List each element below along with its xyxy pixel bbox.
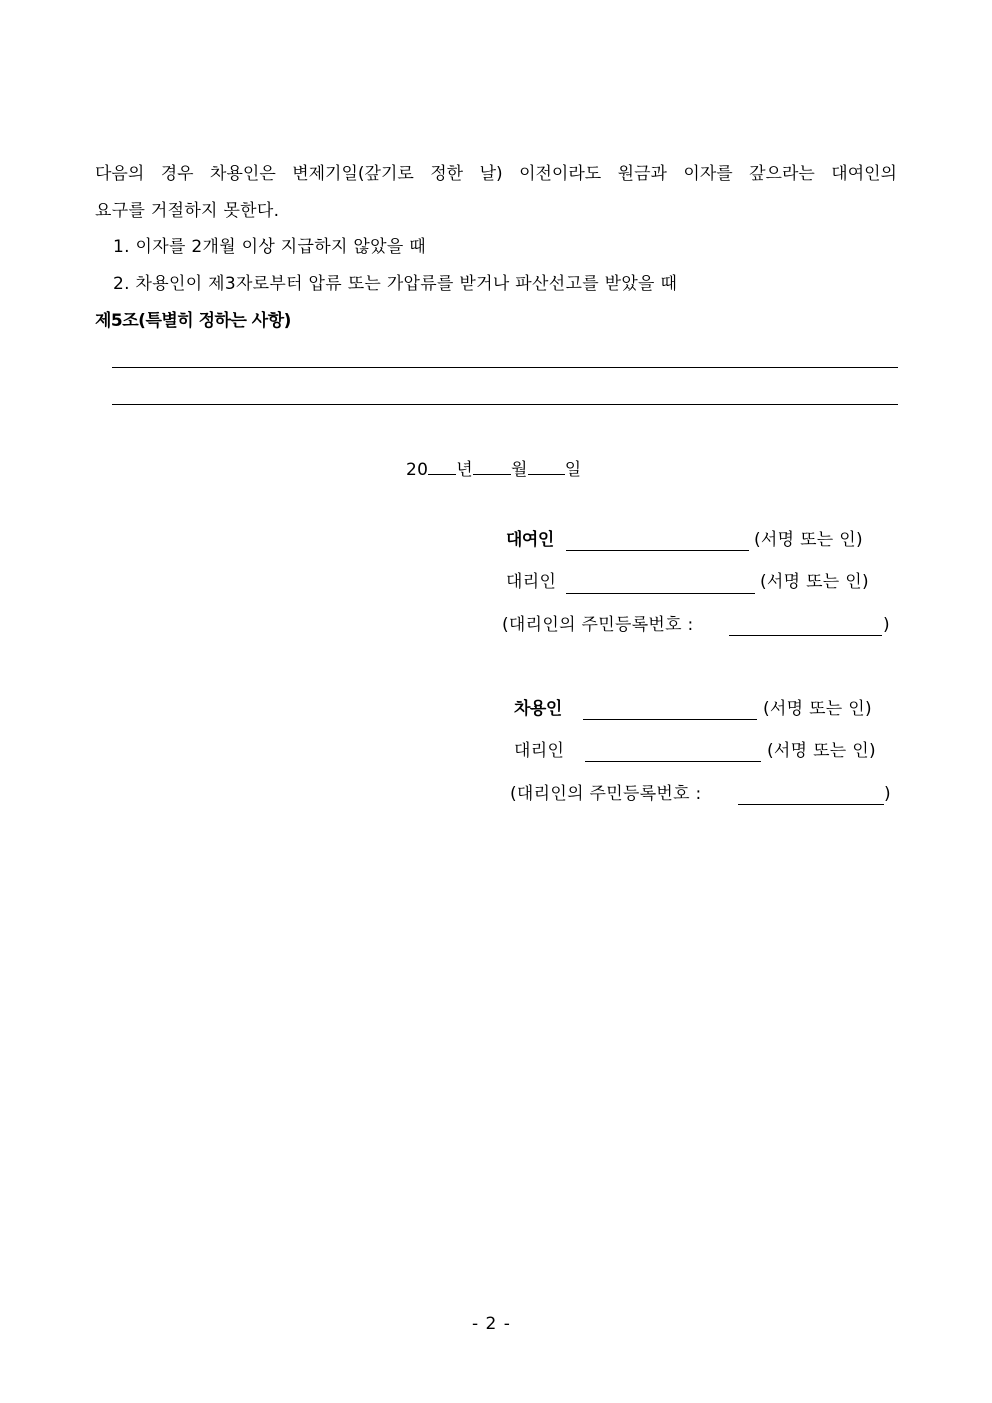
date-year-label: 년 <box>456 460 473 480</box>
date-year-prefix: 20 <box>406 460 429 480</box>
lender-agent-label: 대리인 <box>506 572 557 592</box>
contract-date <box>406 458 581 480</box>
borrower-label: 차용인 <box>514 699 562 719</box>
intro-word: 날) <box>479 164 503 184</box>
special-terms-line-1[interactable] <box>112 367 898 368</box>
intro-word: 원금과 <box>617 164 667 184</box>
clause4-intro-line2: 요구를 거절하지 못한다. <box>95 201 280 221</box>
page-number: - 2 - <box>472 1314 511 1334</box>
intro-word: 대여인의 <box>831 164 897 184</box>
lender-agent-signature-line[interactable] <box>566 593 755 594</box>
date-month-blank[interactable] <box>473 458 511 475</box>
intro-word: 갚으라는 <box>749 164 815 184</box>
borrower-agent-id-label: (대리인의 주민등록번호 : <box>510 784 702 804</box>
borrower-agent-label: 대리인 <box>514 741 565 761</box>
lender-signature-line[interactable] <box>566 550 749 551</box>
clause4-item-2: 2. 차용인이 제3자로부터 압류 또는 가압류를 받거나 파산선고를 받았을 때 <box>113 274 678 294</box>
intro-word: 변제기일(갚기로 <box>292 164 414 184</box>
intro-word: 차용인은 <box>210 164 276 184</box>
intro-word: 이전이라도 <box>519 164 602 184</box>
date-day-label: 일 <box>564 460 582 480</box>
lender-agent-id-label: (대리인의 주민등록번호 : <box>502 615 694 635</box>
intro-word: 경우 <box>160 164 194 184</box>
borrower-agent-signature-line[interactable] <box>585 761 761 762</box>
clause5-heading: 제5조(특별히 정하는 사항) <box>95 311 291 331</box>
intro-word: 정한 <box>430 164 464 184</box>
borrower-agent-id-line[interactable] <box>738 804 884 805</box>
lender-agent-id-close: ) <box>883 615 890 635</box>
lender-agent-id-line[interactable] <box>729 635 882 636</box>
lender-label: 대여인 <box>506 530 554 550</box>
lender-sign-note: (서명 또는 인) <box>754 530 863 550</box>
date-month-label: 월 <box>510 460 528 480</box>
borrower-agent-id-close: ) <box>884 784 891 804</box>
special-terms-line-2[interactable] <box>112 404 898 405</box>
lender-agent-sign-note: (서명 또는 인) <box>760 572 869 592</box>
borrower-agent-sign-note: (서명 또는 인) <box>767 741 876 761</box>
clause4-item-1: 1. 이자를 2개월 이상 지급하지 않았을 때 <box>113 237 426 257</box>
intro-word: 다음의 <box>95 164 145 184</box>
clause4-intro-line1 <box>95 164 897 184</box>
borrower-sign-note: (서명 또는 인) <box>763 699 872 719</box>
intro-word: 이자를 <box>683 164 733 184</box>
date-day-blank[interactable] <box>528 458 565 475</box>
borrower-signature-line[interactable] <box>583 719 757 720</box>
date-year-blank[interactable] <box>428 458 456 475</box>
